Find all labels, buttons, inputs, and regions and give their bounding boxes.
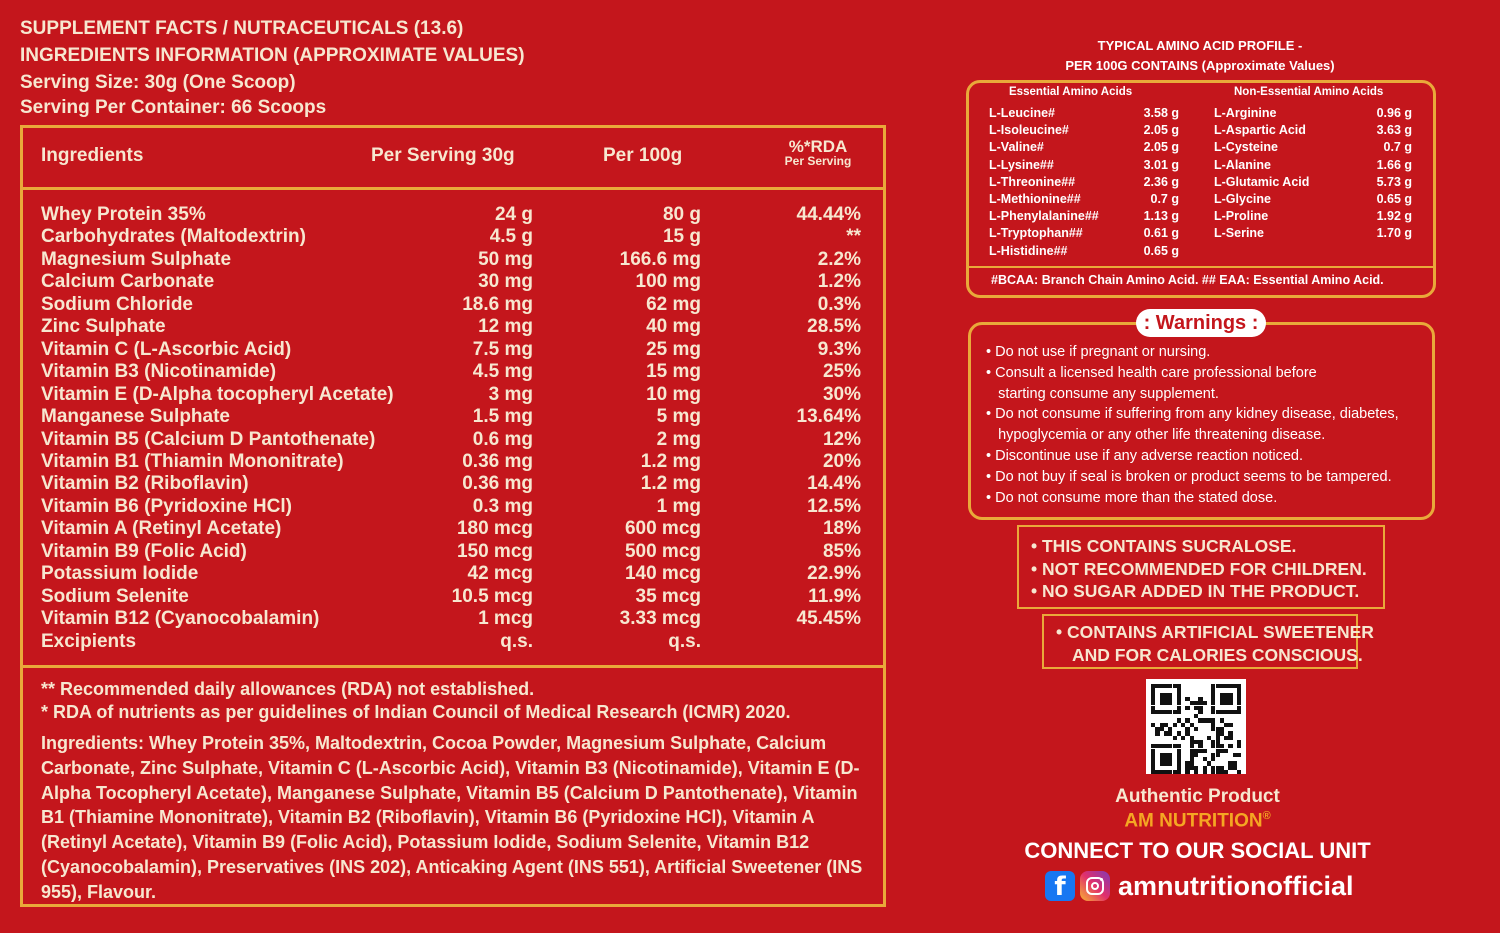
amino-value: 0.65 g (1376, 192, 1412, 206)
facts-title: SUPPLEMENT FACTS / NUTRACEUTICALS (13.6) (20, 18, 464, 39)
amino-title-line2: PER 100G CONTAINS (Approximate Values) (1065, 58, 1335, 73)
table-row (41, 406, 861, 429)
amino-name: L-Valine# (989, 140, 1044, 155)
amino-value: 0.65 g (1143, 243, 1179, 258)
ingredient-name: Vitamin E (D-Alpha tocopheryl Acetate) (41, 383, 394, 405)
per-serving-value: 3 mg (488, 383, 533, 405)
rda-value: 20% (822, 450, 861, 472)
per-serving-value: q.s. (500, 630, 533, 652)
registered-mark: ® (1262, 810, 1271, 822)
rda-value: 30% (822, 383, 861, 405)
col-header-per-serving: Per Serving 30g (371, 145, 515, 166)
per-100g-value: 40 mg (646, 316, 701, 338)
col-header-per-100g: Per 100g (603, 145, 683, 166)
rda-value: 18% (822, 518, 861, 540)
amino-title (1020, 36, 1380, 76)
essential-amino-row (989, 225, 1179, 242)
amino-name: L-Histidine## (989, 243, 1068, 258)
amino-value: 5.73 g (1376, 174, 1412, 189)
rda-value: 25% (822, 361, 861, 383)
servings-per-container: Serving Per Container: 66 Scoops (20, 97, 327, 118)
table-row (41, 271, 861, 294)
per-serving-value: 4.5 g (489, 226, 533, 248)
brand-name-text: AM NUTRITION (1124, 810, 1263, 832)
ingredients-list: Ingredients: Whey Protein 35%, Maltodextrin, Cocoa Powder, Magnesium Sulphate, Calcium Carbonate, Zinc Sulphate, Vitamin C (L-Ascorbic Acid), Vitamin B3 (Nicotinamide), Vitamin E (D-Alpha Tocopheryl Acetate), Manganese Sulphate, Vitamin B5 (Calcium D Pantothenate), Vitamin B1 (Thiamine Mononitrate), Vitamin B2 (Riboflavin), Vitamin B6 (Pyridoxine HCl), Vitamin A (Retinyl Acetate), Vitamin B9 (Folic Acid), Potassium Iodide, Sodium Selenite, Vitamin B12 (Cyanocobalamin), Preservatives (INS 202), Anticaking Agent (INS 551), Artificial Sweetener (INS 955), Flavour. (41, 733, 863, 902)
rda-value: 22.9% (807, 563, 861, 585)
amino-value: 1.70 g (1376, 226, 1412, 241)
amino-acid-profile (966, 80, 1436, 298)
amino-footnote: #BCAA: Branch Chain Amino Acid. ## EAA: Essential Amino Acid. (991, 273, 1384, 287)
footnotes (41, 678, 871, 724)
amino-divider (969, 266, 1433, 268)
ingredient-name: Vitamin B12 (Cyanocobalamin) (41, 608, 320, 630)
amino-value: 2.05 g (1143, 123, 1179, 138)
amino-name: L-Isoleucine# (989, 123, 1069, 138)
per-serving-value: 4.5 mg (472, 361, 533, 383)
amino-value: 1.66 g (1376, 157, 1412, 172)
essential-amino-row (989, 191, 1179, 208)
per-100g-value: q.s. (668, 630, 701, 652)
amino-name: L-Tryptophan## (989, 226, 1083, 241)
amino-value: 1.13 g (1143, 209, 1179, 224)
table-row (41, 518, 861, 541)
rda-value: 14.4% (807, 473, 861, 495)
per-100g-value: 15 mg (646, 361, 701, 383)
essential-amino-row (989, 122, 1179, 139)
ingredient-name: Sodium Selenite (41, 585, 189, 607)
rda-value: 85% (822, 540, 861, 562)
essential-amino-row (989, 208, 1179, 225)
warnings-title: : Warnings : (1136, 309, 1266, 337)
ingredient-name: Manganese Sulphate (41, 406, 230, 428)
warning-item: • Do not use if pregnant or nursing. (986, 344, 1211, 360)
ingredient-name: Magnesium Sulphate (41, 248, 232, 270)
warning-item: • Discontinue use if any adverse reaction noticed. (986, 447, 1304, 464)
qr-code[interactable] (1146, 679, 1246, 774)
amino-name: L-Lysine## (989, 157, 1054, 172)
ingredient-name: Vitamin B1 (Thiamin Mononitrate) (41, 450, 344, 472)
amino-name: L-Proline (1214, 209, 1269, 224)
table-row (41, 338, 861, 362)
per-100g-value: 2 mg (656, 428, 701, 450)
per-100g-value: 500 mcg (624, 540, 701, 562)
rda-value: 1.2% (817, 271, 861, 293)
per-100g-value: 100 mg (635, 271, 701, 293)
rda-label: %*RDA (788, 137, 848, 156)
footnote-icmr: * RDA of nutrients as per guidelines of Indian Council of Medical Research (ICMR) 2020. (41, 702, 791, 722)
amino-value: 0.7 g (1383, 140, 1412, 155)
instagram-icon[interactable] (1080, 871, 1110, 901)
per-100g-value: 35 mcg (635, 585, 701, 607)
warning-item: • Do not consume more than the stated dose. (986, 489, 1278, 506)
per-serving-value: 150 mcg (456, 540, 533, 562)
ingredient-name: Carbohydrates (Maltodextrin) (41, 226, 306, 248)
notice-sucralose: • THIS CONTAINS SUCRALOSE. (1031, 536, 1297, 556)
essential-amino-row (989, 157, 1179, 174)
authentic-product: Authentic Product (1115, 786, 1280, 807)
ingredient-name: Zinc Sulphate (41, 316, 166, 338)
per-100g-value: 3.33 mcg (619, 608, 701, 630)
amino-name: L-Arginine (1214, 106, 1277, 120)
supplement-facts-table (20, 125, 886, 907)
per-serving-value: 0.6 mg (472, 428, 533, 450)
per-serving-value: 42 mcg (467, 563, 533, 585)
amino-name: L-Glycine (1214, 192, 1271, 206)
ingredient-name: Potassium Iodide (41, 563, 199, 585)
ingredient-name: Calcium Carbonate (41, 271, 215, 293)
per-serving-value: 7.5 mg (472, 338, 533, 360)
nonessential-amino-row (1214, 208, 1412, 225)
table-row (41, 204, 861, 227)
per-100g-value: 15 g (662, 226, 701, 248)
serving-size: Serving Size: 30g (One Scoop) (20, 72, 296, 93)
per-serving-value: 1.5 mg (472, 406, 533, 428)
amino-value: 2.36 g (1143, 174, 1179, 189)
sweetener-line1: • CONTAINS ARTIFICIAL SWEETENER (1056, 622, 1374, 642)
table-row (41, 631, 851, 654)
table-row (41, 293, 861, 317)
amino-name: L-Phenylalanine## (989, 209, 1099, 224)
table-row (41, 428, 861, 452)
ingredient-name: Excipients (41, 630, 137, 652)
amino-value: 0.7 g (1150, 192, 1179, 206)
rda-value: 28.5% (807, 316, 861, 338)
per-100g-value: 1.2 mg (640, 450, 701, 472)
table-row (41, 540, 861, 564)
ingredient-name: Vitamin B6 (Pyridoxine HCl) (41, 495, 292, 517)
col-header-ingredients: Ingredients (41, 145, 144, 166)
connect-social: CONNECT TO OUR SOCIAL UNIT (1024, 838, 1371, 863)
amino-value: 0.61 g (1143, 226, 1179, 241)
notice-box (1017, 525, 1385, 609)
per-serving-value: 30 mg (478, 271, 533, 293)
per-serving-value: 180 mcg (456, 518, 533, 540)
table-row (41, 450, 861, 474)
amino-value: 3.63 g (1376, 123, 1412, 138)
nonessential-amino-row (1214, 191, 1412, 208)
sweetener-line2: AND FOR CALORIES CONSCIOUS. (1072, 644, 1363, 665)
rda-value: 12.5% (807, 495, 861, 517)
table-row (41, 563, 861, 586)
table-row (41, 316, 861, 339)
amino-title-line1: TYPICAL AMINO ACID PROFILE - (1097, 38, 1303, 53)
amino-name: L-Glutamic Acid (1214, 174, 1310, 189)
essential-amino-row (989, 139, 1179, 156)
per-100g-value: 80 g (662, 204, 701, 225)
table-row (41, 248, 861, 272)
warning-item: starting consume any supplement. (986, 385, 1219, 402)
nonessential-amino-row (1214, 105, 1412, 122)
amino-value: 0.96 g (1376, 106, 1412, 120)
nonessential-amino-row (1214, 157, 1412, 174)
col-header-rda (763, 137, 873, 168)
nonessential-amino-row (1214, 139, 1412, 156)
amino-name: L-Serine (1214, 226, 1265, 241)
social-handle[interactable]: amnutritionofficial (1118, 870, 1354, 901)
table-row (41, 226, 861, 249)
per-serving-value: 18.6 mg (462, 293, 533, 315)
table-row (41, 361, 861, 384)
facts-subtitle: INGREDIENTS INFORMATION (APPROXIMATE VALUES) (20, 45, 525, 66)
ingredient-name: Whey Protein 35% (41, 204, 206, 225)
table-row (41, 383, 861, 407)
header-divider (23, 187, 883, 190)
rda-value: 12% (822, 428, 861, 450)
amino-value: 2.05 g (1143, 140, 1179, 155)
essential-amino-row (989, 174, 1179, 191)
per-serving-value: 24 g (494, 204, 533, 225)
per-serving-value: 50 mg (478, 248, 533, 270)
table-row (41, 608, 861, 631)
amino-name: L-Cysteine (1214, 140, 1278, 155)
amino-value: 3.58 g (1143, 106, 1179, 120)
per-serving-value: 0.36 mg (462, 473, 533, 495)
per-100g-value: 1.2 mg (640, 473, 701, 495)
per-serving-value: 0.36 mg (462, 450, 533, 472)
facebook-icon[interactable]: f (1045, 871, 1075, 901)
rda-value: 45.45% (796, 608, 861, 630)
nonessential-amino-row (1214, 225, 1412, 242)
nonessential-amino-row (1214, 122, 1412, 139)
rda-value: 11.9% (808, 585, 861, 607)
per-100g-value: 166.6 mg (619, 248, 701, 270)
rda-value: ** (846, 226, 861, 248)
ingredient-name: Vitamin B9 (Folic Acid) (41, 540, 247, 562)
warning-item: • Do not buy if seal is broken or product seems to be tampered. (986, 468, 1392, 485)
amino-name: L-Threonine## (989, 174, 1076, 189)
amino-name: L-Methionine## (989, 192, 1081, 206)
essential-heading: Essential Amino Acids (1009, 86, 1133, 98)
essential-amino-row (989, 105, 1179, 122)
table-row (41, 495, 861, 519)
nonessential-heading: Non-Essential Amino Acids (1234, 86, 1384, 98)
per-serving-value: 1 mcg (478, 608, 533, 630)
per-100g-value: 62 mg (646, 293, 701, 315)
notice-no-sugar: • NO SUGAR ADDED IN THE PRODUCT. (1031, 581, 1360, 601)
warning-item: • Consult a licensed health care professional before (986, 364, 1317, 381)
warning-item: • Do not consume if suffering from any kidney disease, diabetes, (986, 406, 1399, 423)
per-100g-value: 600 mcg (624, 518, 701, 540)
per-100g-value: 5 mg (656, 406, 701, 428)
essential-amino-row (989, 243, 1179, 260)
table-row (41, 585, 861, 609)
per-100g-value: 140 mcg (624, 563, 701, 585)
notice-children: • NOT RECOMMENDED FOR CHILDREN. (1031, 558, 1367, 579)
sweetener-box (1042, 614, 1374, 669)
ingredient-name: Sodium Chloride (41, 293, 193, 315)
amino-name: L-Leucine# (989, 106, 1055, 120)
ingredient-name: Vitamin B5 (Calcium D Pantothenate) (41, 428, 376, 450)
table-row (41, 473, 861, 496)
social-links (1045, 868, 1354, 904)
per-100g-value: 25 mg (646, 338, 701, 360)
brand-name (1000, 810, 1395, 832)
amino-value: 1.92 g (1376, 209, 1412, 224)
rda-value: 44.44% (796, 204, 861, 225)
per-serving-value: 10.5 mcg (451, 585, 533, 607)
rda-value: 2.2% (817, 248, 861, 270)
amino-name: L-Aspartic Acid (1214, 123, 1306, 138)
warnings-list (986, 342, 1426, 508)
ingredient-name: Vitamin B3 (Nicotinamide) (41, 361, 277, 383)
ingredient-name: Vitamin A (Retinyl Acetate) (41, 518, 282, 540)
ingredient-name: Vitamin C (L-Ascorbic Acid) (41, 338, 292, 360)
ingredient-name: Vitamin B2 (Riboflavin) (41, 473, 249, 495)
per-100g-value: 10 mg (646, 383, 701, 405)
rda-value: 9.3% (817, 338, 861, 360)
rda-value: 13.64% (796, 406, 861, 428)
per-serving-value: 12 mg (478, 316, 533, 338)
amino-value: 3.01 g (1143, 157, 1179, 172)
footnote-rda-not-established: ** Recommended daily allowances (RDA) not established. (41, 679, 535, 699)
rda-sublabel: Per Serving (784, 154, 852, 168)
per-100g-value: 1 mg (656, 495, 701, 517)
nonessential-amino-row (1214, 174, 1412, 191)
warning-item: hypoglycemia or any other life threatening disease. (986, 427, 1326, 444)
per-serving-value: 0.3 mg (472, 495, 533, 517)
rda-value: 0.3% (817, 293, 861, 315)
amino-name: L-Alanine (1214, 157, 1271, 172)
notes-divider (23, 665, 883, 668)
